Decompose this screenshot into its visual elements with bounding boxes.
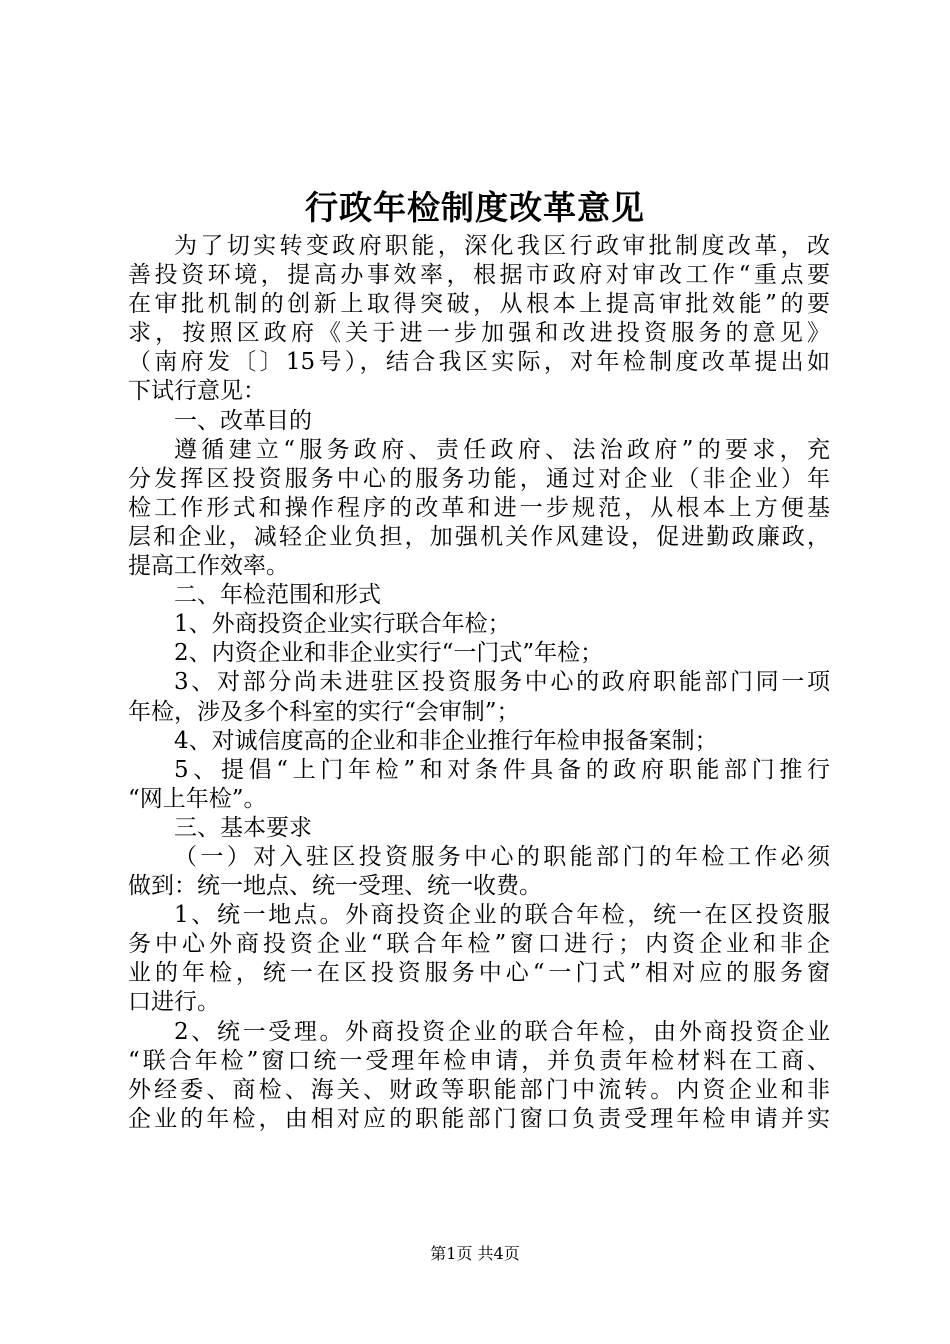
text-line: 3、对部分尚未进驻区投资服务中心的政府职能部门同一项	[174, 669, 830, 696]
page-footer: 第1页 共4页	[430, 1244, 520, 1263]
text-line: 2、内资企业和非企业实行“一门式”年检；	[174, 640, 604, 667]
text-line: 善投资环境，提高办事效率，根据市政府对审改工作“重点要	[128, 262, 830, 289]
text-line: 2、统一受理。外商投资企业的联合年检，由外商投资企业	[174, 1018, 830, 1045]
document-body	[128, 232, 830, 1134]
text-line: 年检，涉及多个科室的实行“会审制”；	[128, 698, 520, 725]
text-line: （一）对入驻区投资服务中心的职能部门的年检工作必须	[174, 843, 830, 870]
text-line: （南府发〔〕15号），结合我区实际，对年检制度改革提出如	[128, 349, 830, 376]
text-line: 口进行。	[128, 989, 220, 1016]
text-line: 层和企业，减轻企业负担，加强机关作风建设，促进勤政廉政，	[128, 523, 830, 550]
text-line: 外经委、商检、海关、财政等职能部门中流转。内资企业和非	[128, 1076, 830, 1103]
document-title: 行政年检制度改革意见	[305, 188, 645, 227]
text-line: 在审批机制的创新上取得突破，从根本上提高审批效能”的要	[128, 291, 830, 318]
text-line: 务中心外商投资企业“联合年检”窗口进行；内资企业和非企	[128, 931, 830, 958]
text-line: 做到：统一地点、统一受理、统一收费。	[128, 873, 542, 900]
text-line: 三、基本要求	[174, 814, 312, 841]
text-line: “联合年检”窗口统一受理年检申请，并负责年检材料在工商、	[128, 1047, 830, 1074]
text-line: 求，按照区政府《关于进一步加强和改进投资服务的意见》	[128, 320, 830, 347]
text-line: 1、统一地点。外商投资企业的联合年检，统一在区投资服	[174, 902, 830, 929]
text-line: 企业的年检，由相对应的职能部门窗口负责受理年检申请并实	[128, 1105, 830, 1132]
text-line: 1、外商投资企业实行联合年检；	[174, 611, 511, 638]
text-line: 提高工作效率。	[128, 553, 289, 580]
text-line: 二、年检范围和形式	[174, 582, 381, 609]
text-line: 4、对诚信度高的企业和非企业推行年检申报备案制；	[174, 727, 718, 754]
text-line: 业的年检，统一在区投资服务中心“一门式”相对应的服务窗	[128, 960, 830, 987]
text-line: 检工作形式和操作程序的改革和进一步规范，从根本上方便基	[128, 494, 830, 521]
text-line: 一、改革目的	[174, 407, 312, 434]
text-line: 5、提倡“上门年检”和对条件具备的政府职能部门推行	[174, 756, 830, 783]
text-line: 下试行意见：	[128, 378, 266, 405]
text-line: 为了切实转变政府职能，深化我区行政审批制度改革，改	[174, 233, 830, 259]
text-line: 分发挥区投资服务中心的服务功能，通过对企业（非企业）年	[128, 465, 830, 492]
text-line: “网上年检”。	[128, 785, 267, 812]
text-line: 遵循建立“服务政府、责任政府、法治政府”的要求，充	[174, 436, 830, 463]
